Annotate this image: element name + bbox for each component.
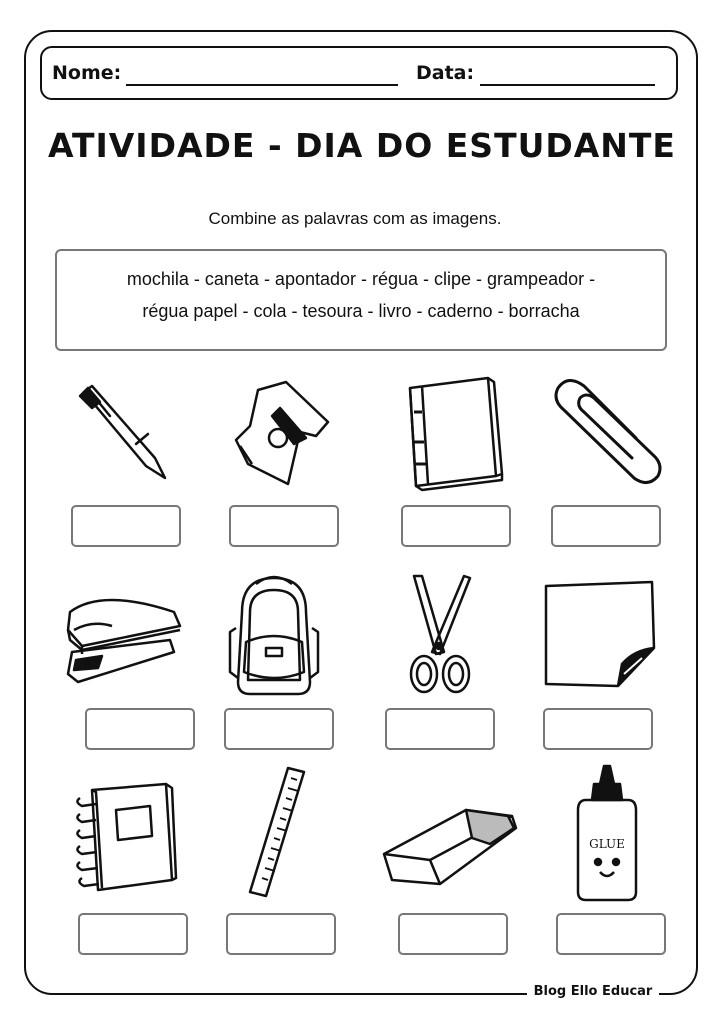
word-bank-line-1: mochila - caneta - apontador - régua - clipe - grampeador - bbox=[126, 269, 596, 289]
answer-box-11[interactable] bbox=[398, 913, 508, 955]
answer-box-7[interactable] bbox=[385, 708, 495, 750]
answer-box-9[interactable] bbox=[78, 913, 188, 955]
answer-box-12[interactable] bbox=[556, 913, 666, 955]
date-label: Data: bbox=[416, 62, 475, 84]
word-bank bbox=[55, 249, 667, 351]
sharpener-icon bbox=[228, 378, 338, 488]
date-field[interactable] bbox=[480, 84, 655, 86]
answer-box-4[interactable] bbox=[551, 505, 661, 547]
name-field[interactable] bbox=[126, 84, 398, 86]
answer-box-5[interactable] bbox=[85, 708, 195, 750]
name-label: Nome: bbox=[52, 62, 122, 84]
footer-credit: Blog Ello Educar bbox=[527, 981, 659, 1003]
notebook-icon bbox=[72, 780, 178, 898]
answer-box-3[interactable] bbox=[401, 505, 511, 547]
backpack-icon bbox=[228, 572, 320, 698]
glue-label: GLUE bbox=[589, 837, 625, 851]
page-title: ATIVIDADE - DIA DO ESTUDANTE bbox=[48, 126, 676, 165]
answer-box-10[interactable] bbox=[226, 913, 336, 955]
scissors-icon bbox=[400, 572, 476, 698]
answer-box-8[interactable] bbox=[543, 708, 653, 750]
word-bank-line-2: régua papel - cola - tesoura - livro - caderno - borracha bbox=[142, 301, 580, 321]
pen-icon bbox=[70, 378, 180, 488]
answer-box-1[interactable] bbox=[71, 505, 181, 547]
stapler-icon bbox=[62, 590, 184, 690]
ruler-icon bbox=[244, 764, 310, 900]
paperclip-icon bbox=[554, 378, 664, 488]
eraser-icon bbox=[378, 798, 518, 890]
instruction-text: Combine as palavras com as imagens. bbox=[208, 209, 502, 228]
answer-box-2[interactable] bbox=[229, 505, 339, 547]
book-icon bbox=[400, 372, 510, 492]
answer-box-6[interactable] bbox=[224, 708, 334, 750]
header-bar bbox=[40, 46, 678, 100]
glue-icon bbox=[572, 762, 642, 904]
sticky-note-icon bbox=[538, 580, 658, 690]
